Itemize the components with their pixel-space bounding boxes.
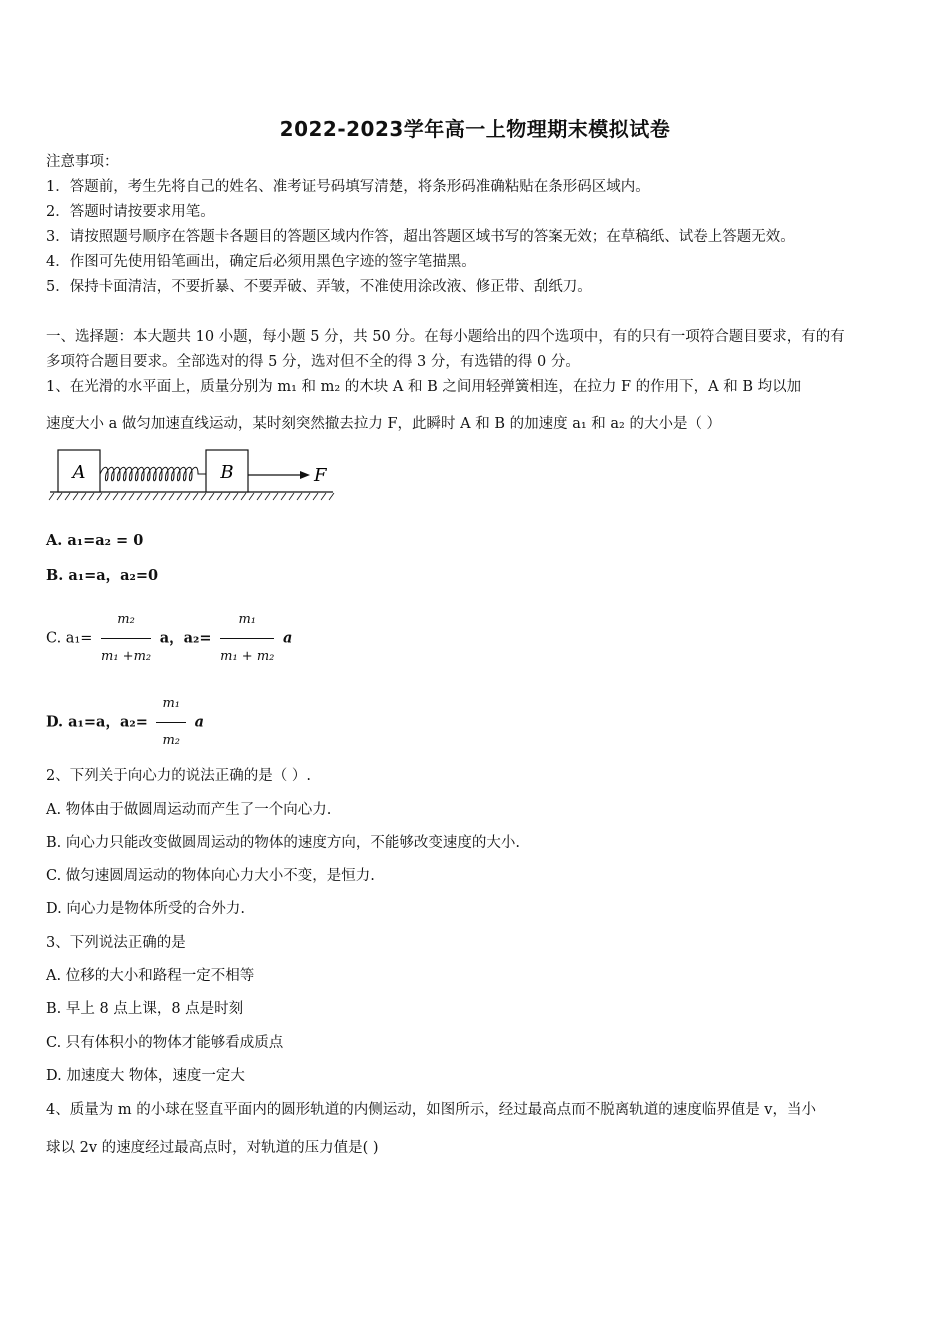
question-4-stem: 球以 2v 的速度经过最高点时，对轨道的压力值是( ) [46,1140,379,1156]
notice-item: 4．作图可先使用铅笔画出，确定后必须用黑色字迹的签字笔描黑。 [46,254,476,270]
page-title: 2022-2023学年高一上物理期末模拟试卷 [279,117,671,141]
question-2-option: D. 向心力是物体所受的合外力. [46,901,245,917]
question-2-stem: 2、下列关于向心力的说法正确的是（ ）. [46,768,311,784]
question-3-option: D. 加速度大 物体，速度一定大 [46,1068,245,1084]
option-a: A. a₁=a₂ = 0 [46,532,144,549]
question-4-stem: 4、质量为 m 的小球在竖直平面内的圆形轨道的内侧运动，如图所示，经过最高点而不脱离轨道的速度临界值是 v，当小 [46,1102,816,1118]
option-d [46,688,204,757]
question-1-stem: 1、在光滑的水平面上，质量分别为 m₁ 和 m₂ 的木块 A 和 B 之间用轻弹簧相连，在拉力 F 的作用下，A 和 B 均以加 [46,379,802,395]
spring-blocks-diagram [48,445,338,505]
question-1-stem: 速度大小 a 做匀加速直线运动，某时刻突然撤去拉力 F，此瞬时 A 和 B 的加速度 a₁ 和 a₂ 的大小是（ ） [46,416,722,432]
notice-item: 1．答题前，考生先将自己的姓名、准考证号码填写清楚，将条形码准确粘贴在条形码区域内。 [46,179,650,195]
notice-heading: 注意事项： [46,154,119,170]
option-c [46,604,292,673]
fraction-denominator: m₂ [162,733,180,748]
block-a-label: A [72,462,86,483]
question-2-option: C. 做匀速圆周运动的物体向心力大小不变，是恒力. [46,868,375,884]
force-label: F [314,465,327,486]
block-b-label: B [220,462,234,483]
question-2-option: A. 物体由于做圆周运动而产生了一个向心力. [46,802,332,818]
option-c-prefix: C. a₁= [46,630,93,647]
question-3-stem: 3、下列说法正确的是 [46,935,186,951]
notice-item: 2．答题时请按要求用笔。 [46,204,215,220]
option-c-end: a [282,629,293,647]
fraction-numerator: m₂ [101,604,151,639]
fraction [220,604,274,673]
fraction [156,688,186,757]
section-instructions: 一、选择题：本大题共 10 小题，每小题 5 分，共 50 分。在每小题给出的四个选项中，有的只有一项符合题目要求，有的有 [46,329,845,345]
question-2-option: B. 向心力只能改变做圆周运动的物体的速度方向，不能够改变速度的大小. [46,835,520,851]
option-b: B. a₁=a，a₂=0 [46,567,159,584]
question-3-option: C. 只有体积小的物体才能够看成质点 [46,1035,284,1051]
spring [100,467,206,481]
fraction-denominator: m₁ + m₂ [220,649,275,664]
option-d-end: a [194,713,205,731]
section-instructions: 多项符合题目要求。全部选对的得 5 分，选对但不全的得 3 分，有选错的得 0 分。 [46,354,580,370]
option-c-middle: a，a₂= [159,629,212,647]
fraction-numerator: m₁ [220,604,274,639]
question-3-option: A. 位移的大小和路程一定不相等 [46,968,255,984]
fraction [101,604,151,673]
question-3-option: B. 早上 8 点上课，8 点是时刻 [46,1001,244,1017]
option-d-prefix: D. a₁=a，a₂= [46,713,148,731]
fraction-numerator: m₁ [156,688,186,723]
notice-item: 3．请按照题号顺序在答题卡各题目的答题区域内作答，超出答题区域书写的答案无效；在草稿纸、试卷上答题无效。 [46,229,795,245]
notice-item: 5．保持卡面清洁，不要折暴、不要弄破、弄皱，不准使用涂改液、修正带、刮纸刀。 [46,279,592,295]
fraction-denominator: m₁ +m₂ [101,649,152,664]
